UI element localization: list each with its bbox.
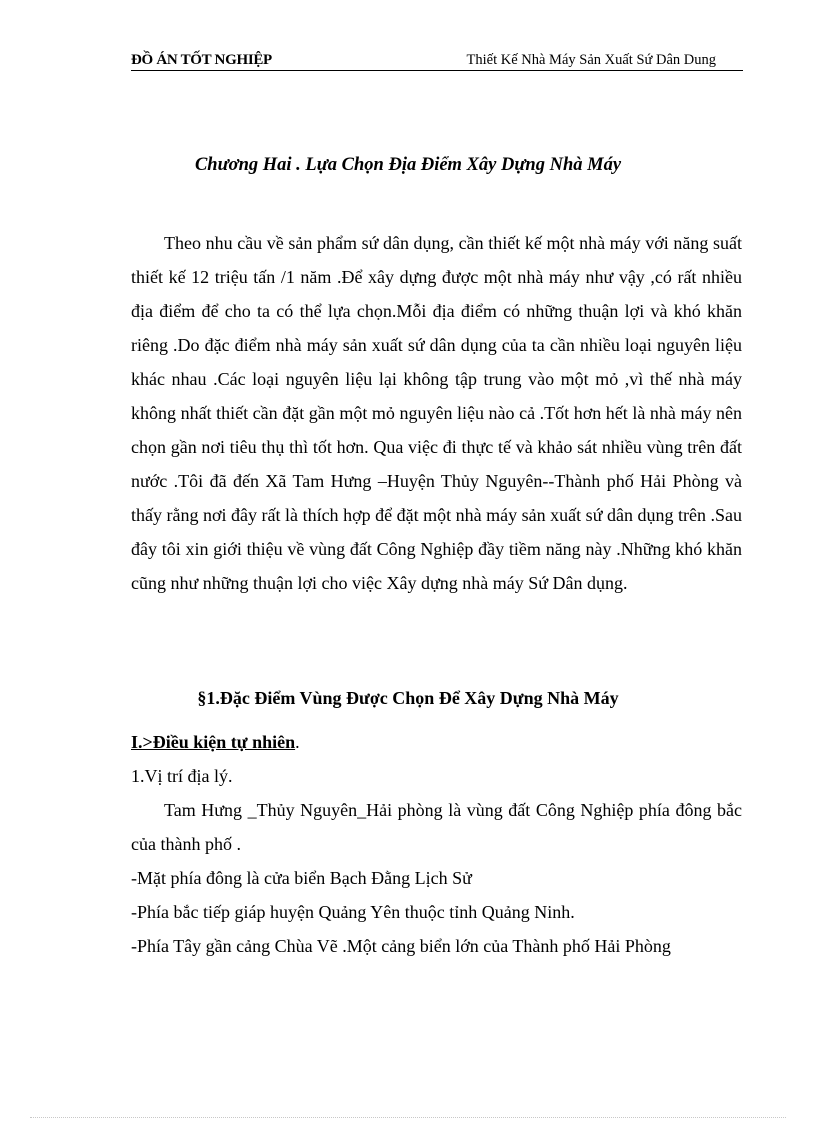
intro-paragraph: Theo nhu cầu về sản phẩm sứ dân dụng, cần thiết kế một nhà máy với năng suất thiết kế 12 triệu tấn /1 năm .Để xây dựng được một nhà máy như vậy ,có rất nhiều địa điểm để cho ta có thể lựa chọn.Mỗi địa điểm có những thuận lợi và khó khăn riêng .Do đặc điểm nhà máy sản xuất sứ dân dụng của ta cần nhiều loại nguyên liệu khác nhau .Các loại nguyên liệu lại không tập trung vào một mỏ ,vì thế nhà máy không nhất thiết cần đặt gần một mỏ nguyên liệu nào cả .Tốt hơn hết là nhà máy nên chọn gần nơi tiêu thụ thì tốt hơn. Qua việc đi thực tế và khảo sát nhiều vùng trên đất nước .Tôi đã đến Xã Tam Hưng –Huyện Thủy Nguyên--Thành phố Hải Phòng và thấy rằng nơi đây rất là thích hợp để đặt một nhà máy sản xuất sứ dân dụng trên .Sau đây tôi xin giới thiệu về vùng đất Công Nghiệp đầy tiềm năng này .Những khó khăn cũng như những thuận lợi cho việc Xây dựng nhà máy Sứ Dân dụng.	[131, 233, 742, 593]
bullet-item: -Mặt phía đông là cửa biển Bạch Đằng Lịch Sử	[131, 868, 472, 888]
page-header	[131, 52, 743, 71]
bullet-item: -Phía Tây gần cảng Chùa Vẽ .Một cảng biển lớn của Thành phố Hải Phòng	[131, 936, 671, 956]
header-left-title: ĐỒ ÁN TỐT NGHIỆP	[131, 52, 272, 68]
section-title: §1.Đặc Điểm Vùng Được Chọn Để Xây Dựng Nhà Máy	[197, 688, 619, 708]
item-heading: 1.Vị trí địa lý.	[131, 766, 233, 786]
location-paragraph: Tam Hưng _Thủy Nguyên_Hải phòng là vùng đất Công Nghiệp phía đông bắc của thành phố .	[131, 800, 742, 854]
intro-paragraph-block	[131, 226, 742, 600]
header-right-title: Thiết Kế Nhà Máy Sản Xuất Sứ Dân Dung	[466, 52, 716, 68]
subsection-heading: I.>Điều kiện tự nhiên	[131, 732, 296, 752]
subsection-heading-line	[131, 725, 742, 759]
page-bottom-divider	[30, 1117, 786, 1118]
subsection-heading-suffix: .	[295, 732, 300, 752]
bullet-item: -Phía bắc tiếp giáp huyện Quảng Yên thuộc tỉnh Quảng Ninh.	[131, 902, 575, 922]
chapter-title: Chương Hai . Lựa Chọn Địa Điểm Xây Dựng Nhà Máy	[194, 155, 622, 175]
section-body	[131, 725, 742, 963]
